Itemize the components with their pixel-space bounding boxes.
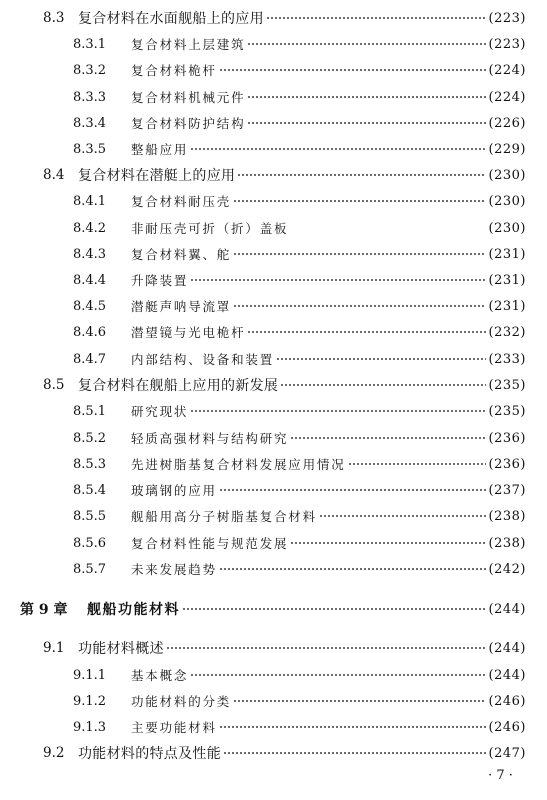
dot-leader: [233, 195, 485, 207]
entry-page: (233): [488, 351, 526, 367]
entry-title: 功能材料的分类: [131, 694, 232, 709]
toc-entry-8-3-4: [0, 111, 547, 135]
entry-number: 8.3.1: [73, 36, 107, 52]
page-number: · 7 ·: [488, 768, 513, 783]
entry-number: 8.4.3: [73, 246, 107, 262]
entry-page: (246): [488, 719, 526, 735]
entry-page: (238): [488, 508, 526, 524]
entry-number: 8.4.7: [73, 351, 107, 367]
dot-leader: [319, 510, 486, 522]
toc-entry-8-3-5: [0, 137, 547, 161]
dot-leader: [219, 484, 486, 496]
dot-leader: [290, 432, 485, 444]
entry-title: 潜望镜与光电桅杆: [131, 325, 246, 340]
entry-number: 9.1.1: [73, 667, 107, 683]
toc-entry-8-4-1: [0, 189, 547, 213]
entry-page: (232): [488, 324, 526, 340]
entry-page: (230): [488, 167, 526, 183]
dot-leader: [247, 326, 485, 338]
toc-entry-8-4: [0, 163, 547, 187]
entry-number: 8.5.6: [73, 535, 107, 551]
entry-title: 复合材料在水面舰船上的应用: [78, 11, 264, 27]
entry-number: 8.5.1: [73, 403, 107, 419]
entry-title: 整船应用: [131, 142, 189, 157]
entry-number: 9.2: [43, 745, 65, 761]
dot-leader: [223, 747, 486, 759]
entry-title: 潜艇声呐导流罩: [131, 299, 232, 314]
dot-leader: [247, 91, 485, 103]
toc-entry-8-5-1: [0, 399, 547, 423]
toc-entry-8-4-6: [0, 320, 547, 344]
entry-page: (229): [488, 141, 526, 157]
toc-entry-9-1: [0, 636, 547, 660]
entry-page: (223): [488, 36, 526, 52]
toc-entry-8-3-1: [0, 32, 547, 56]
entry-number: 8.3.4: [73, 115, 107, 131]
toc-entry-8-5-5: [0, 504, 547, 528]
entry-page: (246): [488, 693, 526, 709]
entry-number: 8.3.2: [73, 62, 107, 78]
toc-entry-8-4-5: [0, 294, 547, 318]
dot-leader: [219, 64, 486, 76]
entry-page: (235): [488, 377, 526, 393]
dot-leader: [348, 458, 486, 470]
dot-leader: [190, 405, 485, 417]
entry-title: 内部结构、设备和装置: [131, 352, 275, 367]
entry-page: (244): [488, 640, 526, 656]
entry-title: 复合材料机械元件: [131, 90, 246, 105]
entry-number: 8.5: [43, 377, 65, 393]
toc-entry-9-1-2: [0, 689, 547, 713]
entry-number: 8.5.4: [73, 482, 107, 498]
dot-leader: [233, 248, 485, 260]
entry-page: (223): [488, 10, 526, 26]
entry-page: (236): [488, 456, 526, 472]
entry-number: 9.1.2: [73, 693, 107, 709]
entry-page: (226): [488, 115, 526, 131]
dot-leader: [247, 38, 485, 50]
entry-number: 8.3.5: [73, 141, 107, 157]
entry-number: 8.4.2: [73, 220, 107, 236]
entry-title: 复合材料桅杆: [131, 63, 217, 78]
entry-number: 9.1.3: [73, 719, 107, 735]
entry-number: 8.5.7: [73, 561, 107, 577]
entry-page: (238): [488, 535, 526, 551]
toc-entry-8-4-7: [0, 347, 547, 371]
entry-number: 8.3: [43, 10, 65, 26]
dot-leader: [190, 274, 485, 286]
entry-title: 复合材料翼、舵: [131, 247, 232, 262]
entry-number: 8.4: [43, 167, 65, 183]
entry-number: 8.4.1: [73, 193, 107, 209]
entry-title: 玻璃钢的应用: [131, 483, 217, 498]
dot-leader: [219, 563, 486, 575]
toc-entry-8-4-2: [0, 216, 547, 240]
toc-entry-9-1-3: [0, 715, 547, 739]
entry-title: 未来发展趋势: [131, 562, 217, 577]
entry-page: (231): [488, 246, 526, 262]
dot-leader: [190, 143, 485, 155]
entry-number: 8.5.3: [73, 456, 107, 472]
entry-page: (244): [488, 667, 526, 683]
toc-entry-9-2: [0, 741, 547, 765]
toc-entry-8-5-3: [0, 452, 547, 476]
entry-page: (230): [488, 220, 526, 236]
dot-leader: [247, 117, 485, 129]
entry-title: 升降装置: [131, 273, 189, 288]
entry-title: 基本概念: [131, 668, 189, 683]
toc-entry-8-5-2: [0, 426, 547, 450]
dot-leader: [219, 721, 486, 733]
entry-title: 主要功能材料: [131, 720, 217, 735]
entry-page: (230): [488, 193, 526, 209]
entry-page: (247): [488, 745, 526, 761]
entry-page: (224): [488, 62, 526, 78]
entry-number: 8.4.4: [73, 272, 107, 288]
entry-title: 复合材料性能与规范发展: [131, 536, 289, 551]
toc-entry-8-5: [0, 373, 547, 397]
dot-leader: [190, 669, 485, 681]
entry-title: 复合材料在潜艇上的应用: [78, 168, 236, 184]
toc-entry-8-3-3: [0, 85, 547, 109]
entry-number: 8.4.5: [73, 298, 107, 314]
entry-number: 8.5.2: [73, 430, 107, 446]
entry-page: (231): [488, 298, 526, 314]
dot-leader: [280, 379, 485, 391]
entry-number: 8.3.3: [73, 89, 107, 105]
toc-entry-8-5-4: [0, 478, 547, 502]
entry-title: 复合材料耐压壳: [131, 194, 232, 209]
entry-title: 研究现状: [131, 404, 189, 419]
chapter-title: 舰船功能材料: [87, 602, 180, 618]
entry-page: (237): [488, 482, 526, 498]
entry-page: (242): [488, 561, 526, 577]
entry-title: 复合材料防护结构: [131, 116, 246, 131]
toc-entry-9-1-1: [0, 663, 547, 687]
entry-page: (244): [488, 601, 526, 617]
entry-page: (235): [488, 403, 526, 419]
entry-title: 复合材料在舰船上应用的新发展: [78, 378, 279, 394]
entry-title: 舰船用高分子树脂基复合材料: [131, 509, 317, 524]
toc-entry-8-4-3: [0, 242, 547, 266]
dot-leader: [233, 695, 485, 707]
dot-leader: [266, 12, 486, 24]
entry-page: (231): [488, 272, 526, 288]
toc-chapter-9: [0, 597, 547, 621]
dot-leader: [290, 222, 485, 234]
dot-leader: [182, 603, 486, 615]
entry-title: 轻质高强材料与结构研究: [131, 431, 289, 446]
entry-title: 功能材料的特点及性能: [78, 746, 221, 762]
dot-leader: [290, 537, 485, 549]
dot-leader: [166, 642, 486, 654]
entry-number: 9.1: [43, 640, 65, 656]
toc-entry-8-5-6: [0, 531, 547, 555]
entry-page: (236): [488, 430, 526, 446]
toc-entry-8-5-7: [0, 557, 547, 581]
dot-leader: [276, 353, 486, 365]
entry-number: 8.4.6: [73, 324, 107, 340]
entry-title: 复合材料上层建筑: [131, 37, 246, 52]
entry-number: 8.5.5: [73, 508, 107, 524]
dot-leader: [233, 300, 485, 312]
entry-title: 功能材料概述: [78, 641, 164, 657]
toc-entry-8-3: [0, 6, 547, 30]
entry-page: (224): [488, 89, 526, 105]
entry-title: 非耐压壳可折（折）盖板: [131, 221, 289, 236]
toc-entry-8-4-4: [0, 268, 547, 292]
toc-entry-8-3-2: [0, 58, 547, 82]
chapter-number: 第 9 章: [20, 602, 68, 618]
dot-leader: [237, 169, 485, 181]
entry-title: 先进树脂基复合材料发展应用情况: [131, 457, 346, 472]
